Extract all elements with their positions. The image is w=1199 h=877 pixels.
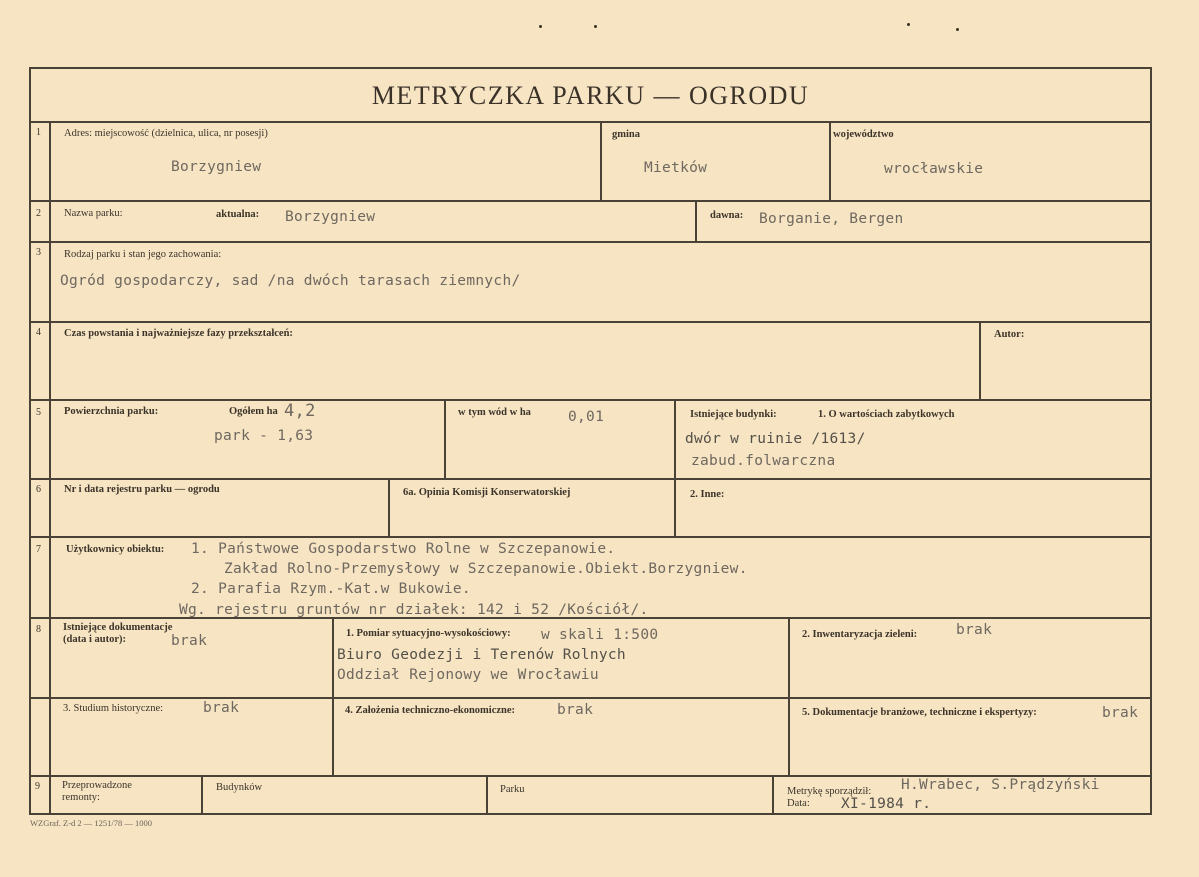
park-area-value: park - 1,63 — [214, 428, 314, 444]
divider — [332, 617, 334, 775]
divider — [600, 121, 602, 201]
buildings-renovation-label: Budynków — [216, 782, 263, 793]
historical-study-label: 3. Studium historyczne: — [63, 703, 164, 714]
users-label: Użytkownicy obiektu: — [66, 544, 165, 555]
address-label: Adres: miejscowość (dzielnica, ulica, nr posesji) — [64, 128, 268, 139]
divider — [674, 399, 676, 479]
row-number: 9 — [35, 781, 40, 792]
author-label: Autor: — [994, 329, 1025, 340]
buildings-label: Istniejące budynki: — [690, 409, 777, 420]
park-renovation-label: Parku — [500, 784, 525, 795]
documentation-value: brak — [171, 633, 208, 649]
users-line2: Zakład Rolno-Przemysłowy w Szczepanowie.Obiekt.Borzygniew. — [224, 561, 748, 577]
divider — [772, 775, 774, 813]
users-line3: 2. Parafia Rzym.-Kat.w Bukowie. — [191, 581, 471, 597]
voivodeship-label: województwo — [833, 129, 894, 140]
survey-label: 1. Pomiar sytuacyjno-wysokościowy: — [346, 628, 511, 639]
divider — [388, 478, 390, 537]
documentation-label-2: (data i autor): — [63, 634, 126, 645]
divider — [486, 775, 488, 813]
number-column-divider — [49, 121, 51, 813]
park-name-label: Nazwa parku: — [64, 208, 123, 219]
survey-scale-value: w skali 1:500 — [541, 627, 659, 643]
park-type-label: Rodzaj parku i stan jego zachowania: — [64, 249, 222, 260]
row-number: 6 — [36, 484, 41, 495]
park-type-value: Ogród gospodarczy, sad /na dwóch tarasach ziemnych/ — [60, 273, 521, 289]
divider — [444, 399, 446, 479]
commission-opinion-label: 6a. Opinia Komisji Konserwatorskiej — [403, 487, 571, 498]
divider — [695, 200, 697, 241]
address-value: Borzygniew — [171, 159, 262, 175]
historical-study-value: brak — [203, 700, 240, 716]
documentation-label: Istniejące dokumentacje — [63, 622, 173, 633]
expert-docs-value: brak — [1102, 705, 1139, 721]
buildings-value-line2: zabud.folwarczna — [691, 453, 836, 469]
former-name-value: Borganie, Bergen — [759, 211, 904, 227]
row-number: 7 — [36, 544, 41, 555]
prepared-by-value: H.Wrabec, S.Prądzyński — [901, 777, 1100, 793]
survey-line2: Biuro Geodezji i Terenów Rolnych — [337, 647, 626, 663]
divider — [788, 617, 790, 775]
creation-time-label: Czas powstania i najważniejsze fazy przekształceń: — [64, 328, 293, 339]
users-line1: 1. Państwowe Gospodarstwo Rolne w Szczepanowie. — [191, 541, 616, 557]
divider — [31, 399, 1150, 401]
greenery-inventory-label: 2. Inwentaryzacja zieleni: — [802, 629, 918, 640]
row-number: 1 — [36, 127, 41, 138]
divider — [31, 200, 1150, 202]
row-number: 4 — [36, 327, 41, 338]
gmina-value: Mietków — [644, 160, 708, 176]
total-area-value: 4,2 — [284, 401, 316, 421]
current-name-value: Borzygniew — [285, 209, 376, 225]
other-label: 2. Inne: — [690, 489, 725, 500]
technical-assumptions-label: 4. Założenia techniczno-ekonomiczne: — [345, 705, 516, 716]
gmina-label: gmina — [612, 129, 641, 140]
divider — [674, 478, 676, 537]
form-title: METRYCZKA PARKU — OGRODU — [371, 81, 810, 110]
divider — [31, 697, 1150, 699]
divider — [31, 321, 1150, 323]
divider — [31, 536, 1150, 538]
row-number: 2 — [36, 208, 41, 219]
area-label: Powierzchnia parku: — [64, 406, 159, 417]
row-number: 5 — [36, 407, 41, 418]
park-record-form — [29, 67, 1152, 815]
current-name-label: aktualna: — [216, 209, 260, 220]
divider — [829, 121, 831, 201]
paper-speck — [539, 25, 542, 28]
greenery-inventory-value: brak — [956, 622, 993, 638]
date-value: XI-1984 r. — [841, 796, 932, 812]
water-area-label: w tym wód w ha — [458, 407, 531, 418]
expert-docs-label: 5. Dokumentacje branżowe, techniczne i ekspertyzy: — [802, 707, 1037, 718]
paper-speck — [594, 25, 597, 28]
paper-speck — [907, 23, 910, 26]
prepared-by-label: Metrykę sporządził: — [787, 786, 872, 797]
renovations-label-2: remonty: — [62, 792, 100, 803]
register-label: Nr i data rejestru parku — ogrodu — [64, 484, 220, 495]
paper-speck — [956, 28, 959, 31]
divider — [979, 321, 981, 399]
date-label: Data: — [787, 798, 810, 809]
users-line4: Wg. rejestru gruntów nr działek: 142 i 52 /Kościół/. — [179, 602, 649, 618]
survey-line3: Oddział Rejonowy we Wrocławiu — [337, 667, 599, 683]
buildings-value-line1: dwór w ruinie /1613/ — [685, 431, 866, 447]
divider — [31, 241, 1150, 243]
renovations-label: Przeprowadzone — [62, 780, 132, 791]
divider — [31, 478, 1150, 480]
monuments-label: 1. O wartościach zabytkowych — [818, 409, 955, 420]
former-name-label: dawna: — [710, 210, 744, 221]
total-area-label: Ogółem ha — [229, 406, 278, 417]
row-number: 8 — [36, 624, 41, 635]
technical-assumptions-value: brak — [557, 702, 594, 718]
divider — [201, 775, 203, 813]
divider — [31, 121, 1150, 123]
print-footer: WZGraf. Z-d 2 — 1251/78 — 1000 — [30, 818, 153, 828]
row-number: 3 — [36, 247, 41, 258]
voivodeship-value: wrocławskie — [884, 161, 984, 177]
water-area-value: 0,01 — [568, 409, 605, 425]
